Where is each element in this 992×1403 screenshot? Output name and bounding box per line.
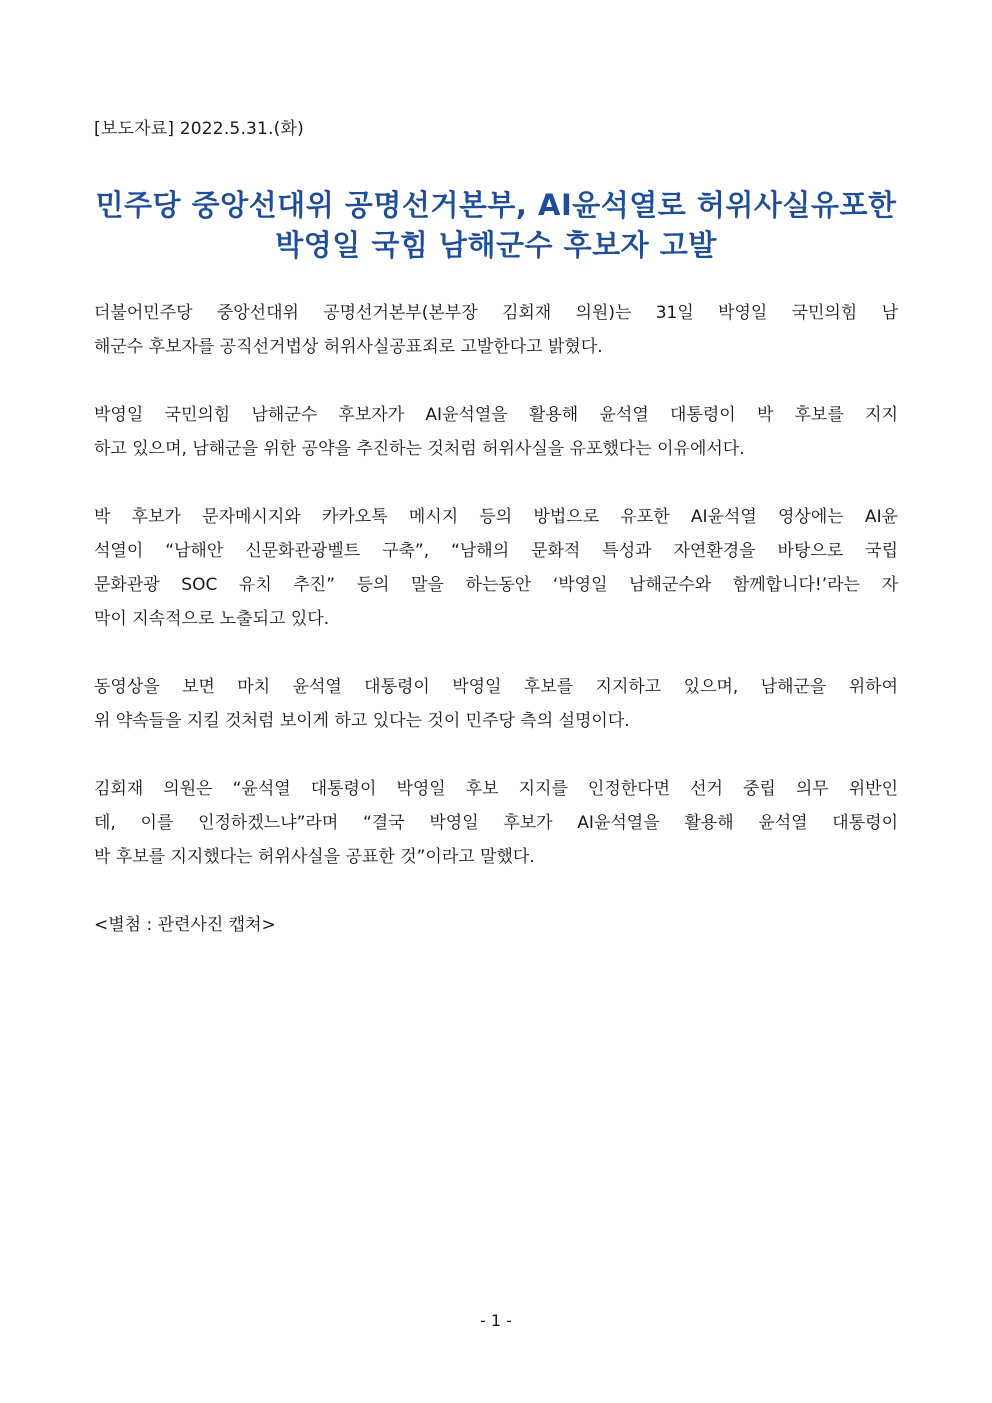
paragraph-line: 막이 지속적으로 노출되고 있다.	[94, 609, 330, 629]
paragraph-3	[94, 500, 898, 636]
paragraph-line: 더불어민주당 중앙선대위 공명선거본부(본부장 김회재 의원)는 31일 박영일 국민의힘 남	[94, 303, 898, 323]
paragraph-line: 해군수 후보자를 공직선거법상 허위사실공표죄로 고발한다고 밝혔다.	[94, 337, 603, 357]
paragraph-line: 동영상을 보면 마치 윤석열 대통령이 박영일 후보를 지지하고 있으며, 남해군을 위하여	[94, 677, 898, 697]
paragraph-line: 데, 이를 인정하겠느냐”라며 “결국 박영일 후보가 AI윤석열을 활용해 윤석열 대통령이	[94, 813, 898, 833]
paragraph-line: 박 후보가 문자메시지와 카카오톡 메시지 등의 방법으로 유포한 AI윤석열 영상에는 AI윤	[94, 507, 898, 527]
paragraph-line: 김회재 의원은 “윤석열 대통령이 박영일 후보 지지를 인정한다면 선거 중립 의무 위반인	[94, 779, 898, 799]
attachment-note: <별첨 : 관련사진 캡쳐>	[94, 915, 276, 935]
title-line-1: 민주당 중앙선대위 공명선거본부, AI윤석열로 허위사실유포한	[95, 188, 897, 222]
paragraph-line: 박 후보를 지지했다는 허위사실을 공표한 것”이라고 말했다.	[94, 847, 535, 867]
paragraph-line: 하고 있으며, 남해군을 위한 공약을 추진하는 것처럼 허위사실을 유포했다는 이유에서다.	[94, 439, 745, 459]
paragraph-1	[94, 296, 898, 364]
article-body	[94, 296, 898, 942]
paragraph-4	[94, 670, 898, 738]
paragraph-line: 박영일 국민의힘 남해군수 후보자가 AI윤석열을 활용해 윤석열 대통령이 박 후보를 지지	[94, 405, 898, 425]
dateline: [보도자료] 2022.5.31.(화)	[94, 119, 304, 139]
title-line-2: 박영일 국힘 남해군수 후보자 고발	[275, 228, 717, 262]
page-title	[60, 185, 932, 265]
paragraph-5	[94, 772, 898, 874]
paragraph-line: 위 약속들을 지킬 것처럼 보이게 하고 있다는 것이 민주당 측의 설명이다.	[94, 711, 630, 731]
paragraph-2	[94, 398, 898, 466]
paragraph-line: 석열이 “남해안 신문화관광벨트 구축”, “남해의 문화적 특성과 자연환경을 바탕으로 국립	[94, 541, 898, 561]
page-number: - 1 -	[480, 1311, 512, 1330]
paragraph-line: 문화관광 SOC 유치 추진” 등의 말을 하는동안 ‘박영일 남해군수와 함께합니다!’라는 자	[94, 575, 898, 595]
